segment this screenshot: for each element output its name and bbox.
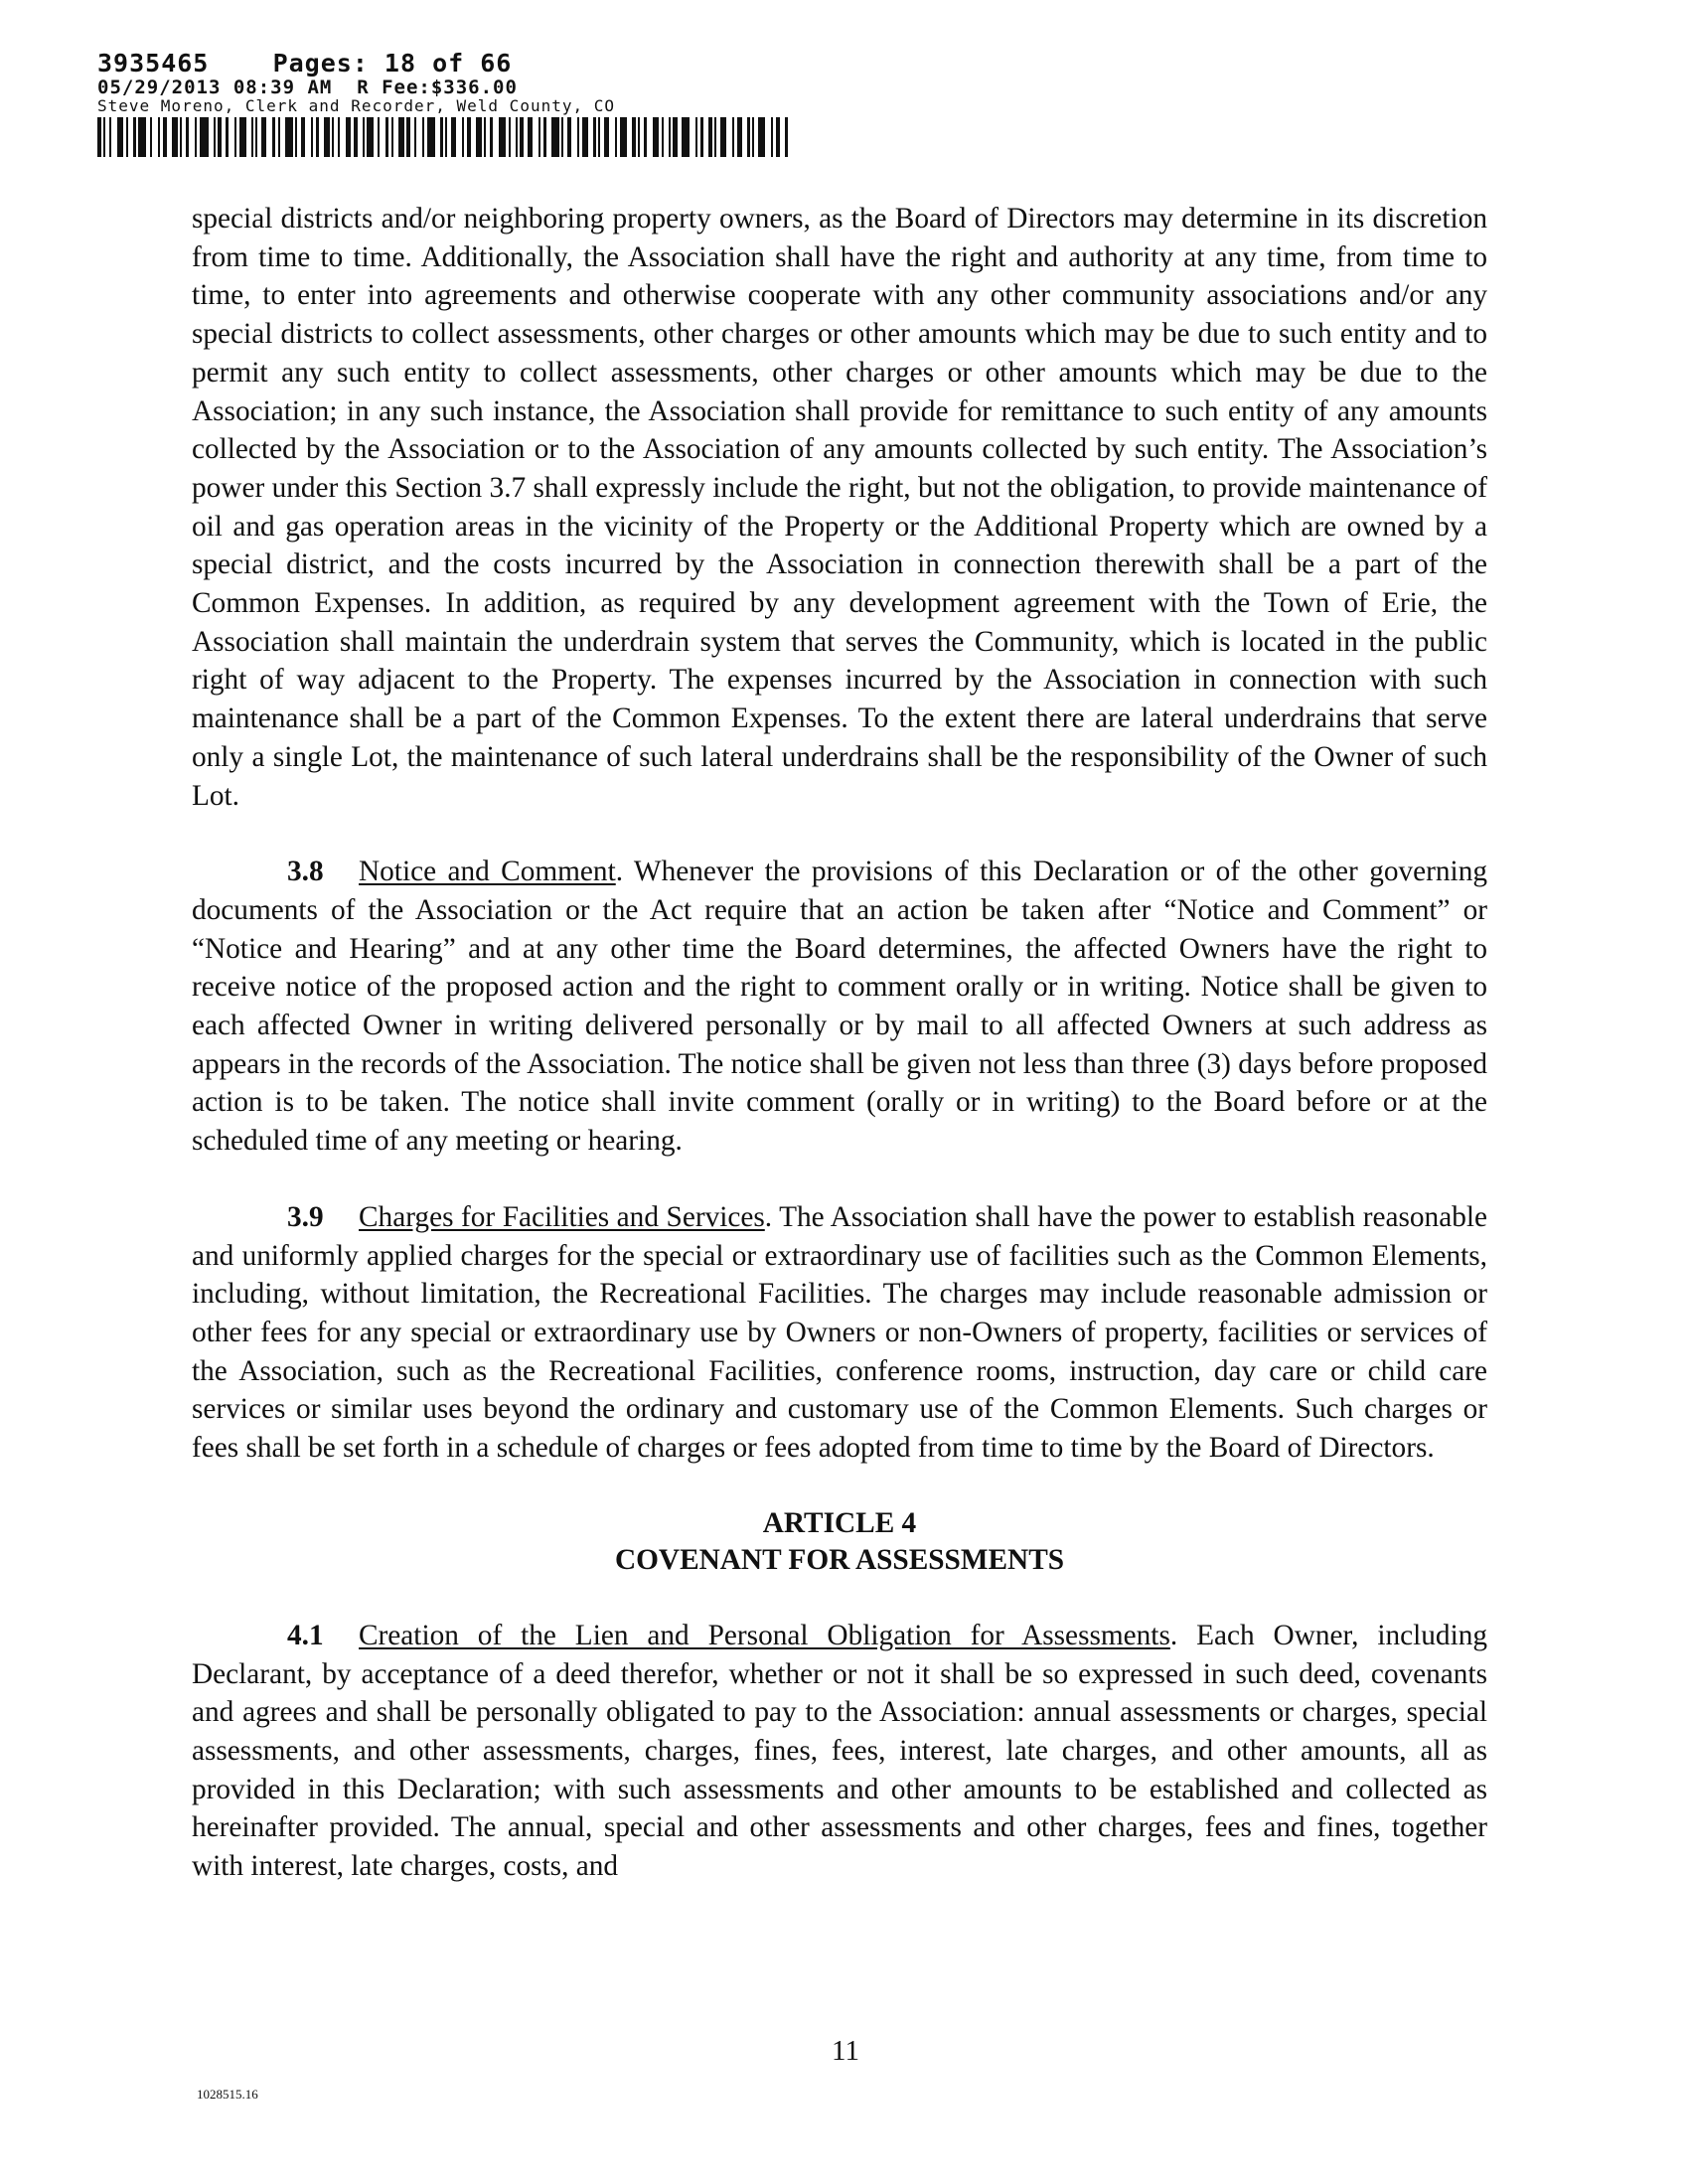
section-heading: Charges for Facilities and Services	[359, 1200, 765, 1233]
document-id: 1028515.16	[197, 2087, 258, 2102]
barcode-bar	[669, 117, 671, 157]
barcode-bar	[378, 117, 380, 157]
section-text: . The Association shall have the power to establish reasonable and uniformly applied charges for the special or extraordinary use of facilities such as the Common Elements, including, without limitation, the Recreational Facilities. The charges may include reasonable admission or other fees for any special or extraordinary use by Owners or non-Owners of property, facilities or services of the Association, such as the Recreational Facilities, conference rooms, instruction, day care or child care services or similar uses beyond the ordinary and customary use of the Common Elements. Such charges or fees shall be set forth in a schedule of charges or fees adopted from time to time by the Board of Directors.	[192, 1200, 1487, 1465]
page-number: 11	[832, 2035, 859, 2067]
barcode-bar	[285, 117, 293, 157]
barcode-bar	[261, 117, 266, 157]
barcode-bar	[673, 117, 678, 157]
barcode-bar	[737, 117, 742, 157]
barcode-bar	[714, 117, 716, 157]
barcode-bar	[324, 117, 330, 157]
barcode-bar	[427, 117, 435, 157]
section-text: . Each Owner, including Declarant, by acceptance of a deed therefor, whether or not it shall be so expressed in such deed, covenants and agrees and shall be personally obligated to pay to the Association: annual assessments or charges, special assessments, and other assessments, charges, fines, fees, interest, late charges, and other amounts, all as provided in this Declaration; with such assessments and other amounts to be established and collected as hereinafter provided. The annual, special and other assessments and other charges, fees and fines, together with interest, late charges, costs, and	[192, 1619, 1488, 1883]
section-heading: Creation of the Lien and Personal Obligation for Assessments	[359, 1619, 1170, 1651]
barcode-bar	[255, 117, 257, 157]
barcode-bar	[195, 117, 197, 157]
section-text: . Whenever the provisions of this Declaration or of the other governing documents of the Association or the Act require that an action be taken after “Notice and Comment” or “Notice and Hearing” and at any other time the Board determines, the affected Owners have the right to receive notice of the proposed action and the right to comment orally or in writing. Notice shall be given to each affected Owner in writing delivered personally or by mail to all affected Owners at such address as appears in the records of the Association. The notice shall be given not less than three (3) days before proposed action is to be taken. The notice shall invite comment (orally or in writing) to the Board before or at the scheduled time of any meeting or hearing.	[192, 856, 1487, 1158]
barcode-bar	[133, 117, 136, 157]
barcode-bar	[406, 117, 410, 157]
barcode-bar	[226, 117, 229, 157]
barcode-bar	[467, 117, 471, 157]
barcode-bar	[103, 117, 105, 157]
barcode-bar	[138, 117, 146, 157]
barcode-bar	[163, 117, 167, 157]
barcode-bar	[528, 117, 533, 157]
barcode-bar	[278, 117, 280, 157]
barcode-bar	[776, 117, 780, 157]
barcode-bar	[520, 117, 524, 157]
stamp-date-fee: 05/29/2013 08:39 AM R Fee:$336.00	[97, 77, 518, 98]
barcode-bar	[700, 117, 703, 157]
recording-stamp	[97, 50, 615, 115]
barcode-bar	[615, 117, 617, 157]
barcode-bar	[126, 117, 128, 157]
section-3-8	[192, 853, 1487, 1161]
barcode-bar	[462, 117, 464, 157]
barcode-bar	[172, 117, 178, 157]
barcode-bar	[200, 117, 209, 157]
article-number: ARTICLE 4	[762, 1506, 917, 1539]
barcode-bar	[239, 117, 246, 157]
barcode-bar	[295, 117, 297, 157]
barcode-bar	[732, 117, 734, 157]
section-heading: Notice and Comment	[359, 856, 616, 888]
barcode-bar	[638, 117, 640, 157]
barcode-bar	[398, 117, 404, 157]
barcode-bar	[109, 117, 111, 157]
barcode-bar	[451, 117, 456, 157]
barcode-bar	[316, 117, 319, 157]
barcode-bar	[272, 117, 275, 157]
barcode-bar	[391, 117, 393, 157]
barcode-bar	[97, 117, 101, 157]
barcode-bar	[346, 117, 351, 157]
barcode-bar	[577, 117, 579, 157]
barcode-bar	[332, 117, 334, 157]
section-number: 4.1	[287, 1619, 324, 1651]
barcode-bar	[747, 117, 750, 157]
barcode-bar	[551, 117, 559, 157]
barcode-bar	[644, 117, 647, 157]
barcode-bar	[311, 117, 313, 157]
barcode-bar	[218, 117, 222, 157]
barcode-bar	[720, 117, 726, 157]
barcode-bar	[385, 117, 388, 157]
barcode-bar	[150, 117, 152, 157]
barcode-bar	[367, 117, 374, 157]
barcode-bar	[662, 117, 664, 157]
barcode-bar	[117, 117, 123, 157]
barcode-bar	[490, 117, 493, 157]
stamp-reception-pages: 3935465 Pages: 18 of 66	[97, 49, 513, 78]
barcode-bar	[582, 117, 588, 157]
barcode-bar	[414, 117, 416, 157]
barcode-bar	[440, 117, 443, 157]
stamp-recorder: Steve Moreno, Clerk and Recorder, Weld County, CO	[97, 96, 616, 115]
section-number: 3.9	[287, 1200, 324, 1233]
barcode-bar	[543, 117, 546, 157]
article-heading	[192, 1505, 1487, 1579]
barcode-bar	[158, 117, 160, 157]
document-body	[192, 200, 1487, 1886]
barcode-bar	[476, 117, 482, 157]
section-number: 3.8	[287, 856, 324, 888]
barcode	[97, 117, 813, 157]
section-3-9	[192, 1198, 1487, 1468]
barcode-bar	[214, 117, 216, 157]
barcode-bar	[598, 117, 600, 157]
barcode-bar	[251, 117, 253, 157]
barcode-bar	[695, 117, 697, 157]
barcode-bar	[338, 117, 340, 157]
paragraph-continued: special districts and/or neighboring property owners, as the Board of Directors may determine in its discretion from time to time. Additionally, the Association shall have the right and authority at any time, from time to time, to enter into agreements and otherwise cooperate with any other community associations and/or any special districts to collect assessments, other charges or other amounts which may be due to such entity and to permit any such entity to collect assessments, other charges or other amounts which may be due to the Association; in any such instance, the Association shall provide for remittance to such entity of any amounts collected by the Association or to the Association of any amounts collected by such entity. The Association’s power under this Section 3.7 shall expressly include the right, but not the obligation, to provide maintenance of oil and gas operation areas in the vicinity of the Property or the Additional Property which are owned by a special district, and the costs incurred by the Association in connection therewith shall be a part of the Common Expenses. In addition, as required by any development agreement with the Town of Erie, the Association shall maintain the underdrain system that serves the Community, which is located in the public right of way adjacent to the Property. The expenses incurred by the Association in connection with such maintenance shall be a part of the Common Expenses. To the extent there are lateral underdrains that serve only a single Lot, the maintenance of such lateral underdrains shall be the responsibility of the Owner of such Lot.	[192, 203, 1487, 812]
barcode-bar	[682, 117, 690, 157]
barcode-bar	[180, 117, 182, 157]
barcode-bar	[363, 117, 365, 157]
barcode-bar	[620, 117, 627, 157]
barcode-bar	[538, 117, 540, 157]
barcode-bar	[708, 117, 712, 157]
barcode-bar	[234, 117, 236, 157]
barcode-bar	[561, 117, 563, 157]
barcode-bar	[604, 117, 609, 157]
barcode-bar	[785, 117, 788, 157]
barcode-bar	[422, 117, 424, 157]
barcode-bar	[301, 117, 305, 157]
barcode-bar	[567, 117, 571, 157]
barcode-bar	[499, 117, 506, 157]
barcode-bar	[752, 117, 754, 157]
section-4-1	[192, 1617, 1487, 1886]
barcode-bar	[509, 117, 511, 157]
barcode-bar	[771, 117, 773, 157]
barcode-bar	[186, 117, 189, 157]
barcode-bar	[593, 117, 596, 157]
barcode-bar	[632, 117, 636, 157]
barcode-bar	[758, 117, 765, 157]
article-title: COVENANT FOR ASSESSMENTS	[614, 1543, 1065, 1576]
barcode-bar	[445, 117, 447, 157]
barcode-bar	[484, 117, 486, 157]
barcode-bar	[516, 117, 518, 157]
barcode-bar	[653, 117, 659, 157]
barcode-bar	[354, 117, 358, 157]
